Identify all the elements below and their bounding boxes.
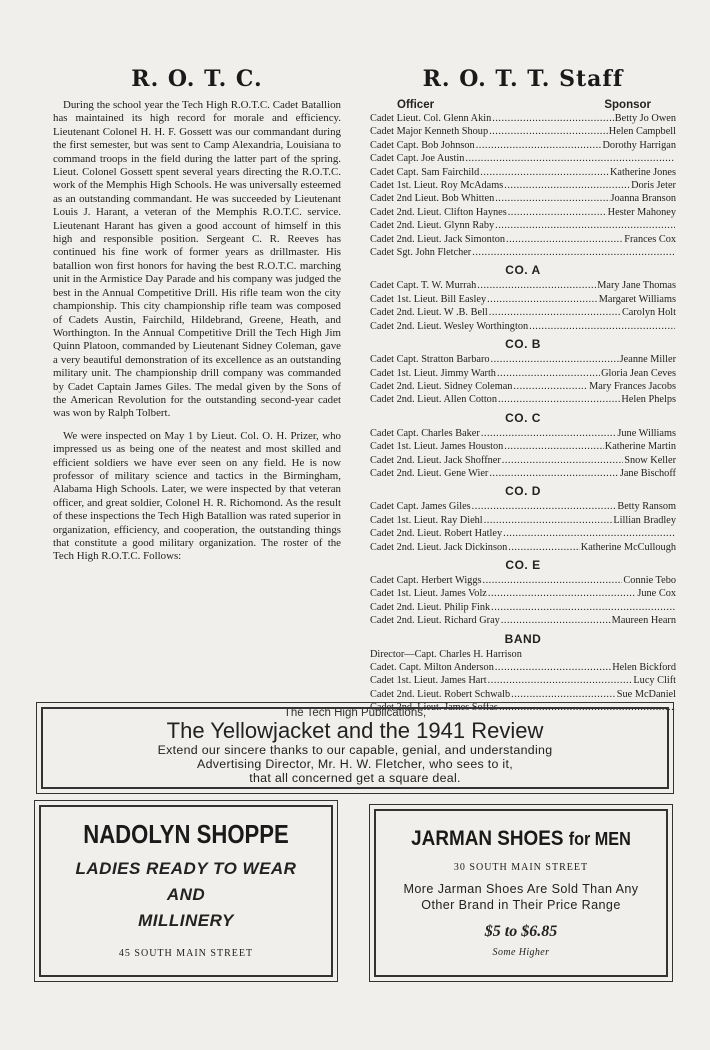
roster-row bbox=[370, 601, 676, 614]
officer-name: Cadet 2nd. Lieut. Jack Dickinson bbox=[370, 541, 508, 553]
roster-row bbox=[370, 152, 676, 165]
sponsor-name: Dorothy Harrigan bbox=[602, 139, 676, 151]
ad-thanks-line-2: Advertising Director, Mr. H. W. Fletcher, who sees to it, bbox=[197, 757, 513, 771]
sponsor-name: Betty Jo Owen bbox=[614, 113, 676, 124]
sponsor-name: Helen Campbell bbox=[608, 126, 676, 138]
sponsor-name: Doris Jeter bbox=[631, 180, 676, 192]
roster-row bbox=[370, 320, 676, 333]
jarman-for-men: for MEN bbox=[568, 829, 631, 849]
officer-name: Cadet 1st. Lieut. Roy McAdams bbox=[370, 180, 504, 192]
officer-name: Cadet Sgt. John Fletcher bbox=[370, 247, 472, 259]
officer-name: Cadet 2nd. Lieut. Gene Wier bbox=[370, 467, 489, 479]
officer-name: Cadet Capt. Stratton Barbaro bbox=[370, 354, 490, 366]
sponsor-name: Lucy Clift bbox=[633, 675, 676, 687]
roster-row bbox=[370, 353, 676, 366]
officer-name: Cadet 2nd. Lieut. Clifton Haynes bbox=[370, 206, 507, 218]
sponsor-name: Helen Bickford bbox=[612, 662, 676, 673]
officer-name: Cadet 2nd Lieut. Bob Whitten bbox=[370, 193, 495, 205]
officer-name: Cadet Capt. James Giles bbox=[370, 501, 471, 513]
roster-row bbox=[370, 541, 676, 554]
dot-leader bbox=[489, 467, 619, 480]
company-heading: CO. D bbox=[505, 484, 541, 499]
company-heading: CO. B bbox=[505, 337, 541, 352]
dot-leader bbox=[472, 246, 675, 259]
roster-row bbox=[370, 192, 676, 205]
sponsor-name: Betty Ransom bbox=[617, 501, 676, 513]
rotc-paragraph-1: During the school year the Tech High R.O.T.C. Cadet Batallion has maintained its high record for morale and efficiency. Lieutenant Colonel H. H. F. Gossett was our commandant during the first semester, but was sent to Camp Alexandria, Louisiana to command troops in the field during the latter part of the spring. Lieut. Colonel Gossett spent several years directing the R.O.T.C. work of the Memphis High Schools. He was universally esteemed as an outstanding commandant. He was succeeded by Lieutenant Louis J. Harant, a veteran of the Memphis R.O.T.C. service. Lieutenant Harant has given a good account of himself in this high and responsible position. Sergeant C. R. Reeves has continued his fine work of former years as drillmaster. His batallion won first honors for having the best R.O.T.C. marching unit in the Armistice Day Parade and his company was judged the best in the Annual Competitive Drill. His rifle team won the city championship. This city championship rifle team was composed of Cadets Austin, Fairchild, Hildebrand, Greene, Heath, and Worthington. In the Annual Competitive Drill the Tech High Jim Quinn Platoon, commanded by Lieutenant Sidney Coleman, gave a very beautiful demonstration of its excellence as an outstanding military unit. The championship drill company was commanded by Cadet Captain James Giles. The medal given by the Sons of the American Revolution for the outstanding second-year cadet was won by Ralph Tolbert. bbox=[53, 99, 341, 420]
sponsor-name: Joanna Branson bbox=[610, 193, 676, 205]
dot-leader bbox=[508, 206, 607, 219]
dot-leader bbox=[483, 574, 623, 587]
officer-name: Cadet. Capt. Milton Anderson bbox=[370, 662, 494, 673]
roster-row bbox=[370, 514, 676, 527]
sponsor-name: Helen Phelps bbox=[621, 394, 676, 406]
ad-yellowjacket-title: The Yellowjacket and the 1941 Review bbox=[166, 718, 544, 743]
roster-row bbox=[370, 527, 676, 540]
dot-leader bbox=[472, 500, 617, 513]
sponsor-name: Katherine Jones bbox=[609, 166, 676, 178]
officer-name: Cadet 1st. Lieut. Jimmy Warth bbox=[370, 367, 496, 379]
officer-name: Cadet 1st. Lieut. James Volz bbox=[370, 588, 487, 600]
jarman-address: 30 SOUTH MAIN STREET bbox=[453, 862, 589, 873]
roster-row bbox=[370, 500, 676, 513]
sponsor-name: Katherine Martin bbox=[604, 441, 676, 453]
roster-row bbox=[370, 661, 676, 674]
roster-row bbox=[370, 293, 676, 306]
dot-leader bbox=[508, 541, 580, 554]
roster-row bbox=[370, 246, 676, 259]
staff-rows bbox=[370, 112, 676, 259]
staff-roster bbox=[370, 66, 676, 715]
officer-name: Cadet Lieut. Col. Glenn Akin bbox=[370, 113, 492, 124]
officer-name: Cadet 2nd. Lieut. Robert Schwalb bbox=[370, 688, 511, 700]
sponsor-name: Margaret Williams bbox=[598, 293, 676, 305]
sponsor-name: Jeanne Miller bbox=[619, 354, 676, 366]
officer-name: Cadet Capt. T. W. Murrah bbox=[370, 280, 477, 292]
officer-name: Cadet Capt. Herbert Wiggs bbox=[370, 574, 482, 586]
rotc-title: R. O. T. C. bbox=[131, 66, 263, 92]
dot-leader bbox=[503, 527, 675, 540]
roster-header bbox=[370, 99, 676, 111]
roster-row bbox=[370, 614, 676, 627]
nadolyn-address: 45 SOUTH MAIN STREET bbox=[118, 948, 254, 959]
nadolyn-line-1: LADIES READY TO WEAR bbox=[75, 859, 297, 878]
ad-thanks-line-3: that all concerned get a square deal. bbox=[249, 771, 461, 785]
officer-name: Cadet 2nd. Lieut. Sidney Coleman bbox=[370, 380, 513, 392]
sponsor-name: Gloria Jean Ceves bbox=[601, 367, 676, 379]
sponsor-name: Sue McDaniel bbox=[616, 688, 676, 700]
sponsor-name: June Cox bbox=[637, 588, 676, 600]
roster-row bbox=[370, 139, 676, 152]
dot-leader bbox=[501, 614, 611, 627]
sponsor-header: Sponsor bbox=[604, 99, 651, 111]
roster-row bbox=[370, 166, 676, 179]
yellowjacket-ad bbox=[36, 702, 674, 794]
officer-name: Cadet 1st. Lieut. Ray Diehl bbox=[370, 514, 483, 526]
sponsor-name: Hester Mahoney bbox=[607, 206, 676, 218]
nadolyn-shoppe-ad bbox=[34, 800, 338, 982]
officer-name: Cadet 1st. Lieut. Bill Easley bbox=[370, 293, 487, 305]
officer-name: Cadet 2nd. Lieut. Jack Shoffner bbox=[370, 454, 501, 466]
dot-leader bbox=[498, 393, 620, 406]
roster-row bbox=[370, 574, 676, 587]
officer-header: Officer bbox=[397, 99, 435, 111]
dot-leader bbox=[492, 112, 614, 125]
nadolyn-line-3: MILLINERY bbox=[138, 911, 234, 930]
company-heading: CO. E bbox=[505, 557, 541, 572]
jarman-text-1: More Jarman Shoes Are Sold Than Any bbox=[403, 882, 639, 896]
roster-row bbox=[370, 206, 676, 219]
jarman-price: $5 to $6.85 bbox=[484, 923, 558, 940]
rotc-paragraph-2: We were inspected on May 1 by Lieut. Col. O. H. Prizer, who impressed us as being one of the neatest and most skilled and efficient soldiers we have ever seen on any field. He is now professor of military science and tactics in the Birmingham, Alabama High Schools. Later, we were inspected by that veteran officer, and great soldier, Colonel H. R. Richomond. As the result of these inspections the Tech High Batallion was rated superior in organization, efficiency, and cooperation, the outstanding things that constitute a good military organization. The roster of the Tech High R.O.T.C. Follows: bbox=[53, 429, 341, 563]
sponsor-name: June Williams bbox=[617, 427, 676, 439]
sponsor-name: Maureen Hearn bbox=[611, 615, 676, 627]
dot-leader bbox=[488, 587, 636, 600]
dot-leader bbox=[506, 233, 623, 246]
dot-leader bbox=[495, 192, 609, 205]
company-heading: CO. A bbox=[505, 263, 541, 278]
officer-name: Cadet Capt. Bob Johnson bbox=[370, 139, 475, 151]
officer-name: Cadet 2nd. Lieut. Robert Hatley bbox=[370, 528, 503, 540]
dot-leader bbox=[477, 279, 596, 292]
dot-leader bbox=[502, 454, 623, 467]
sponsor-name: Carolyn Holt bbox=[621, 307, 676, 319]
dot-leader bbox=[476, 139, 602, 152]
officer-name: Cadet 2nd. Lieut. Wesley Worthington bbox=[370, 320, 529, 332]
sponsor-name: Snow Keller bbox=[624, 454, 676, 466]
roster-row bbox=[370, 454, 676, 467]
officer-name: Cadet 2nd. Lieut. W .B. Bell bbox=[370, 307, 488, 319]
roster-row bbox=[370, 219, 676, 232]
officer-name: Cadet 2nd. Lieut. Allen Cotton bbox=[370, 394, 497, 406]
jarman-name bbox=[385, 827, 657, 851]
dot-leader bbox=[513, 380, 588, 393]
roster-row bbox=[370, 112, 676, 125]
officer-name: Cadet 2nd. Lieut. James Soffas bbox=[370, 702, 498, 714]
roster-row bbox=[370, 440, 676, 453]
dot-leader bbox=[487, 293, 598, 306]
dot-leader bbox=[504, 440, 604, 453]
dot-leader bbox=[480, 166, 609, 179]
roster-row bbox=[370, 427, 676, 440]
roster-row bbox=[370, 467, 676, 480]
rotc-article bbox=[53, 66, 341, 573]
dot-leader bbox=[484, 514, 613, 527]
officer-name: Cadet 2nd. Lieut. Philip Fink bbox=[370, 601, 491, 613]
dot-leader bbox=[495, 219, 675, 232]
officer-name: Cadet Capt. Joe Austin bbox=[370, 153, 465, 165]
jarman-note: Some Higher bbox=[492, 947, 550, 958]
dot-leader bbox=[491, 353, 619, 366]
dot-leader bbox=[497, 367, 600, 380]
officer-name: Cadet Capt. Charles Baker bbox=[370, 427, 480, 439]
roster-row bbox=[370, 380, 676, 393]
nadolyn-name: NADOLYN SHOPPE bbox=[83, 819, 289, 849]
roster-row bbox=[370, 125, 676, 138]
dot-leader bbox=[511, 688, 616, 701]
roster-row bbox=[370, 587, 676, 600]
roster-row bbox=[370, 367, 676, 380]
officer-name: Cadet 2nd. Lieut. Jack Simonton bbox=[370, 233, 505, 245]
roster-row bbox=[370, 306, 676, 319]
jarman-shoes-ad bbox=[369, 804, 673, 982]
sponsor-name: Jane Bischoff bbox=[619, 467, 676, 479]
nadolyn-line-2: AND bbox=[166, 885, 206, 904]
sponsor-name: Katherine McCullough bbox=[580, 541, 676, 553]
sponsor-name: Connie Tebo bbox=[623, 574, 676, 586]
ad-publications: The Tech High Publications, bbox=[283, 707, 427, 719]
dot-leader bbox=[529, 320, 675, 333]
sponsor-name: Frances Cox bbox=[624, 233, 676, 245]
band-director: Director—Capt. Charles H. Harrison bbox=[370, 648, 522, 660]
staff-title: R. O. T. T. Staff bbox=[422, 66, 624, 92]
dot-leader bbox=[488, 674, 633, 687]
roster-row bbox=[370, 674, 676, 687]
officer-name: Cadet 2nd. Lieut. Glynn Raby bbox=[370, 220, 495, 232]
dot-leader bbox=[489, 125, 608, 138]
dot-leader bbox=[489, 306, 621, 319]
ad-thanks-line-1: Extend our sincere thanks to our capable, genial, and understanding bbox=[157, 743, 553, 757]
sponsor-name: Lillian Bradley bbox=[613, 514, 676, 526]
officer-name: Cadet 1st. Lieut. James Houston bbox=[370, 441, 504, 453]
jarman-text-2: Other Brand in Their Price Range bbox=[421, 898, 621, 912]
officer-name: Cadet 2nd. Lieut. Richard Gray bbox=[370, 615, 500, 627]
officer-name: Cadet Capt. Sam Fairchild bbox=[370, 166, 480, 178]
dot-leader bbox=[495, 661, 611, 674]
band-heading: BAND bbox=[504, 631, 542, 646]
sponsor-name: Mary Frances Jacobs bbox=[589, 380, 676, 392]
roster-row bbox=[370, 393, 676, 406]
officer-name: Cadet 1st. Lieut. James Hart bbox=[370, 675, 487, 687]
sponsor-name: Mary Jane Thomas bbox=[597, 280, 676, 292]
roster-row bbox=[370, 179, 676, 192]
dot-leader bbox=[465, 152, 675, 165]
roster-row bbox=[370, 233, 676, 246]
dot-leader bbox=[481, 427, 617, 440]
jarman-brand: JARMAN SHOES bbox=[411, 827, 564, 850]
officer-name: Cadet Major Kenneth Shoup bbox=[370, 126, 489, 138]
company-heading: CO. C bbox=[505, 410, 541, 425]
companies bbox=[370, 263, 676, 627]
dot-leader bbox=[504, 179, 630, 192]
dot-leader bbox=[491, 601, 675, 614]
roster-row bbox=[370, 279, 676, 292]
roster-row bbox=[370, 688, 676, 701]
